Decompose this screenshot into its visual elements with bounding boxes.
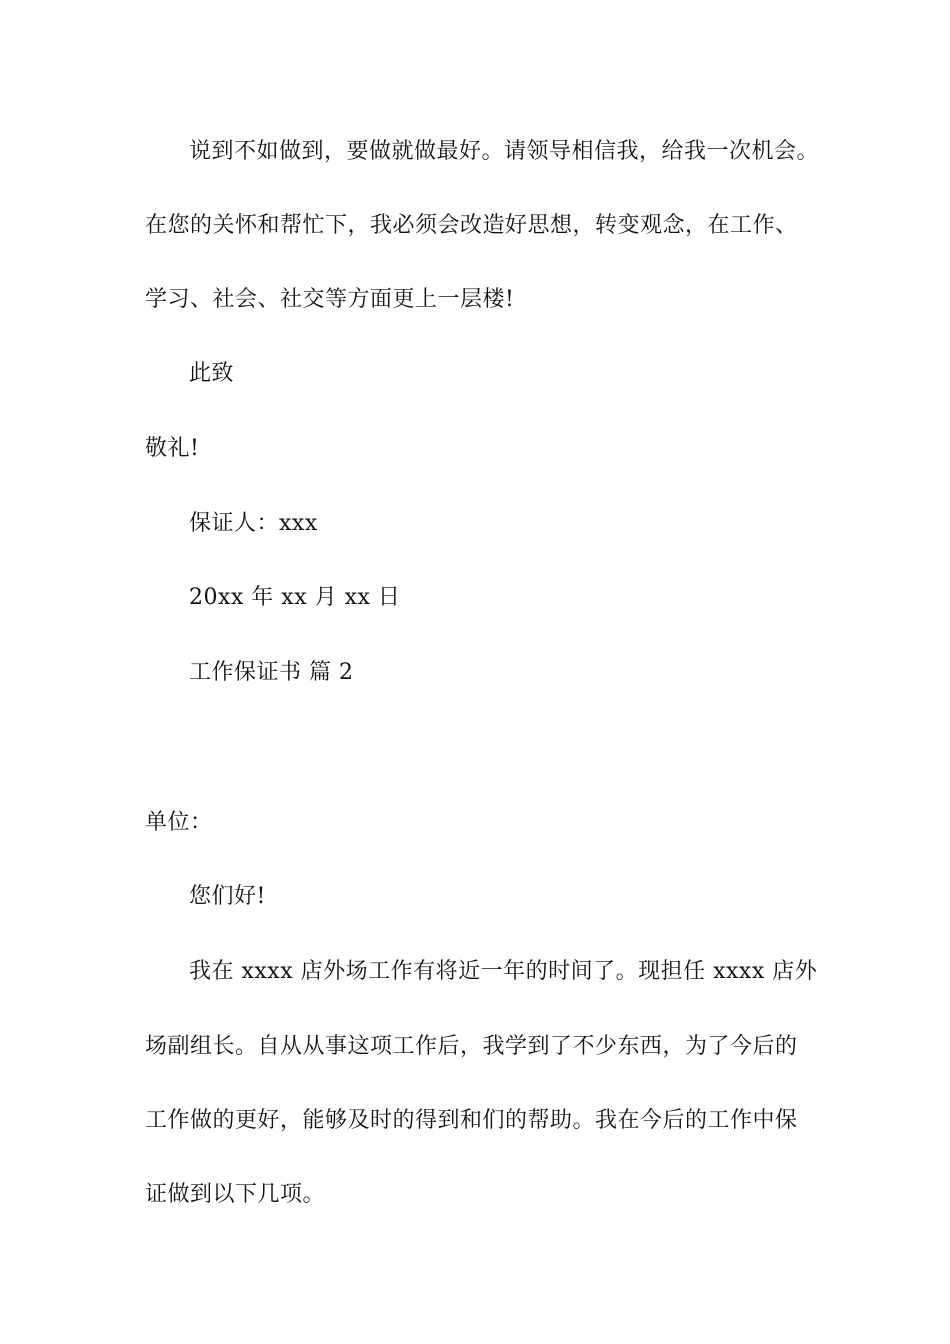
signatory-line: 保证人：xxx	[189, 511, 318, 536]
paragraph-line: 场副组长。自从从事这项工作后，我学到了不少东西，为了今后的	[145, 1034, 798, 1059]
closing-salutation: 此致	[189, 361, 235, 386]
greeting-line: 您们好!	[189, 884, 266, 909]
paragraph-line: 学习、社会、社交等方面更上一层楼!	[145, 287, 515, 312]
closing-regards: 敬礼!	[145, 436, 200, 461]
section-title: 工作保证书 篇 2	[189, 660, 354, 685]
paragraph-line: 我在 xxxx 店外场工作有将近一年的时间了。现担任 xxxx 店外	[189, 959, 818, 984]
paragraph-line: 在您的关怀和帮忙下，我必须会改造好思想，转变观念，在工作、	[145, 213, 798, 238]
addressee-line: 单位：	[145, 810, 213, 835]
date-line: 20xx 年 xx 月 xx 日	[189, 585, 401, 610]
paragraph-line: 说到不如做到，要做就做最好。请领导相信我，给我一次机会。	[189, 139, 820, 164]
paragraph-line: 证做到以下几项。	[145, 1182, 326, 1207]
paragraph-line: 工作做的更好，能够及时的得到和们的帮助。我在今后的工作中保	[145, 1108, 798, 1133]
